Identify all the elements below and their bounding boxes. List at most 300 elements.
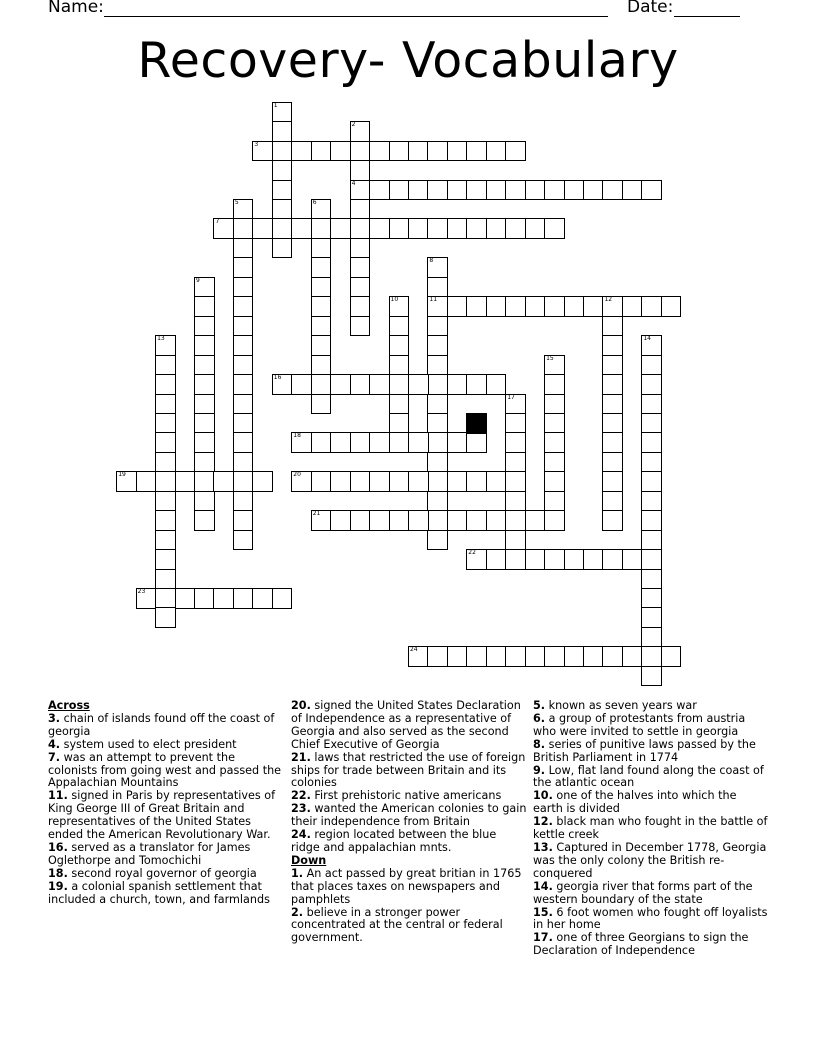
crossword-cell[interactable] <box>622 180 643 201</box>
crossword-cell[interactable] <box>155 510 176 531</box>
crossword-cell[interactable] <box>641 627 662 648</box>
crossword-cell[interactable] <box>155 394 176 415</box>
crossword-cell[interactable] <box>194 355 215 376</box>
crossword-cell[interactable] <box>213 588 234 609</box>
crossword-cell[interactable] <box>369 141 390 162</box>
crossword-cell[interactable] <box>641 588 662 609</box>
crossword-cell[interactable] <box>641 510 662 531</box>
crossword-cell[interactable] <box>194 374 215 395</box>
clue-down-14: 14. georgia river that forms part of the western boundary of the state <box>533 879 753 906</box>
crossword-cell[interactable] <box>525 296 546 317</box>
crossword-cell[interactable] <box>116 471 137 492</box>
clue-number: 22 <box>468 549 476 557</box>
crossword-cell[interactable] <box>427 316 448 337</box>
clue-down-5: 5. known as seven years war <box>533 700 697 712</box>
crossword-cell[interactable] <box>447 432 468 453</box>
crossword-cell[interactable] <box>350 316 371 337</box>
clue-number: 23 <box>137 588 146 595</box>
crossword-cell[interactable] <box>564 646 585 667</box>
crossword-cell[interactable] <box>466 141 487 162</box>
crossword-cell[interactable] <box>641 491 662 512</box>
crossword-cell[interactable] <box>155 607 176 628</box>
crossword-cell[interactable] <box>447 141 468 162</box>
crossword-cell[interactable] <box>330 471 351 492</box>
crossword-cell[interactable] <box>213 471 234 492</box>
crossword-cell[interactable] <box>427 277 448 298</box>
crossword-cell[interactable] <box>427 432 448 453</box>
crossword-cell[interactable] <box>389 316 410 337</box>
crossword-cell[interactable] <box>427 394 448 415</box>
crossword-cell[interactable] <box>389 374 410 395</box>
crossword-cell[interactable] <box>544 491 565 512</box>
crossword-cell[interactable] <box>233 471 254 492</box>
crossword-cell[interactable] <box>544 394 565 415</box>
crossword-cell[interactable] <box>641 355 662 376</box>
crossword-cell[interactable] <box>155 432 176 453</box>
crossword-cell[interactable] <box>505 491 526 512</box>
crossword-cell[interactable] <box>233 296 254 317</box>
crossword-cell[interactable] <box>427 180 448 201</box>
crossword-cell[interactable] <box>136 471 157 492</box>
crossword-cell[interactable] <box>233 491 254 512</box>
crossword-cell[interactable] <box>155 452 176 473</box>
crossword-cell[interactable] <box>427 471 448 492</box>
crossword-cell[interactable] <box>233 510 254 531</box>
crossword-cell[interactable] <box>155 471 176 492</box>
crossword-cell[interactable] <box>641 335 662 356</box>
crossword-cell[interactable] <box>427 374 448 395</box>
crossword-cell[interactable] <box>486 218 507 239</box>
crossword-cell[interactable] <box>311 199 332 220</box>
crossword-cell[interactable] <box>136 588 157 609</box>
crossword-cell[interactable] <box>427 452 448 473</box>
clue-number: 21 <box>312 510 321 518</box>
crossword-cell[interactable] <box>544 452 565 473</box>
crossword-cell[interactable] <box>466 432 487 453</box>
crossword-cell[interactable] <box>389 413 410 434</box>
crossword-cell[interactable] <box>544 510 565 531</box>
clue-down-12: 12. black man who fought in the battle of kettle creek <box>533 815 768 842</box>
crossword-cell[interactable] <box>602 491 623 512</box>
crossword-cell[interactable] <box>641 296 662 317</box>
crossword-cell[interactable] <box>641 646 662 667</box>
crossword-cell[interactable] <box>602 394 623 415</box>
crossword-cell[interactable] <box>408 141 429 162</box>
crossword-cell[interactable] <box>641 607 662 628</box>
crossword-cell[interactable] <box>369 471 390 492</box>
crossword-cell[interactable] <box>369 218 390 239</box>
crossword-cell[interactable] <box>233 257 254 278</box>
crossword-cell[interactable] <box>155 374 176 395</box>
black-square <box>466 413 487 434</box>
crossword-cell[interactable] <box>602 452 623 473</box>
crossword-cell[interactable] <box>641 452 662 473</box>
crossword-cell[interactable] <box>408 180 429 201</box>
crossword-cell[interactable] <box>466 374 487 395</box>
crossword-cell[interactable] <box>505 530 526 551</box>
crossword-cell[interactable] <box>505 510 526 531</box>
crossword-cell[interactable] <box>466 646 487 667</box>
crossword-cell[interactable] <box>408 471 429 492</box>
clues-column-2 <box>291 700 527 956</box>
crossword-cell[interactable] <box>622 296 643 317</box>
crossword-cell[interactable] <box>291 374 312 395</box>
crossword-cell[interactable] <box>350 121 371 142</box>
clue-across-3: 3. chain of islands found off the coast of georgia <box>48 711 275 738</box>
crossword-cell[interactable] <box>427 335 448 356</box>
crossword-cell[interactable] <box>466 218 487 239</box>
crossword-cell[interactable] <box>602 335 623 356</box>
crossword-cell[interactable] <box>661 296 682 317</box>
crossword-cell[interactable] <box>525 646 546 667</box>
clue-across-4: 4. system used to elect president <box>48 737 237 751</box>
crossword-cell[interactable] <box>194 394 215 415</box>
crossword-cell[interactable] <box>350 296 371 317</box>
crossword-cell[interactable] <box>155 569 176 590</box>
crossword-cell[interactable] <box>311 277 332 298</box>
crossword-cell[interactable] <box>505 646 526 667</box>
crossword-cell[interactable] <box>350 238 371 259</box>
crossword-cell[interactable] <box>466 471 487 492</box>
clue-number: 3 <box>254 140 259 148</box>
clue-number: 7 <box>215 218 220 226</box>
crossword-cell[interactable] <box>175 471 196 492</box>
crossword-cell[interactable] <box>602 374 623 395</box>
crossword-cell[interactable] <box>583 180 604 201</box>
crossword-cell[interactable] <box>427 257 448 278</box>
crossword-cell[interactable] <box>369 510 390 531</box>
crossword-cell[interactable] <box>291 141 312 162</box>
crossword-cell[interactable] <box>311 394 332 415</box>
crossword-cell[interactable] <box>427 510 448 531</box>
crossword-cell[interactable] <box>583 646 604 667</box>
clue-across-23: 23. wanted the American colonies to gain their independence from Britain <box>291 802 527 829</box>
crossword-cell[interactable] <box>389 471 410 492</box>
crossword-cell[interactable] <box>427 646 448 667</box>
crossword-cell[interactable] <box>447 296 468 317</box>
crossword-cell[interactable] <box>505 413 526 434</box>
crossword-cell[interactable] <box>408 510 429 531</box>
crossword-cell[interactable] <box>525 218 546 239</box>
crossword-cell[interactable] <box>544 646 565 667</box>
crossword-cell[interactable] <box>155 530 176 551</box>
crossword-cell[interactable] <box>389 432 410 453</box>
crossword-cell[interactable] <box>602 510 623 531</box>
crossword-cell[interactable] <box>369 432 390 453</box>
crossword-cell[interactable] <box>194 510 215 531</box>
crossword-cell[interactable] <box>194 491 215 512</box>
crossword-cell[interactable] <box>272 374 293 395</box>
crossword-cell[interactable] <box>544 549 565 570</box>
crossword-cell[interactable] <box>350 432 371 453</box>
crossword-cell[interactable] <box>233 335 254 356</box>
crossword-cell[interactable] <box>622 646 643 667</box>
crossword-cell[interactable] <box>350 374 371 395</box>
crossword-cell[interactable] <box>486 141 507 162</box>
crossword-cell[interactable] <box>330 510 351 531</box>
clue-down-17: 17. one of three Georgians to sign the Declaration of Independence <box>533 931 749 956</box>
crossword-cell[interactable] <box>233 238 254 259</box>
crossword-cell[interactable] <box>602 646 623 667</box>
crossword-cell[interactable] <box>505 471 526 492</box>
crossword-cell[interactable] <box>641 471 662 492</box>
crossword-cell[interactable] <box>272 102 293 123</box>
crossword-cell[interactable] <box>427 218 448 239</box>
crossword-cell[interactable] <box>602 180 623 201</box>
crossword-cell[interactable] <box>466 510 487 531</box>
crossword-cell[interactable] <box>252 218 273 239</box>
crossword-cell[interactable] <box>194 296 215 317</box>
crossword-cell[interactable] <box>155 549 176 570</box>
clue-number: 17 <box>507 393 515 401</box>
crossword-cell[interactable] <box>505 432 526 453</box>
crossword-cell[interactable] <box>602 355 623 376</box>
crossword-cell[interactable] <box>544 374 565 395</box>
crossword-cell[interactable] <box>486 549 507 570</box>
crossword-cell[interactable] <box>350 510 371 531</box>
crossword-cell[interactable] <box>311 218 332 239</box>
crossword-cell[interactable] <box>505 141 526 162</box>
crossword-cell[interactable] <box>447 471 468 492</box>
crossword-cell[interactable] <box>505 452 526 473</box>
crossword-cell[interactable] <box>641 432 662 453</box>
crossword-cell[interactable] <box>544 180 565 201</box>
crossword-cell[interactable] <box>233 199 254 220</box>
crossword-cell[interactable] <box>233 218 254 239</box>
crossword-cell[interactable] <box>272 141 293 162</box>
crossword-cell[interactable] <box>330 218 351 239</box>
crossword-cell[interactable] <box>641 394 662 415</box>
crossword-cell[interactable] <box>525 180 546 201</box>
crossword-cell[interactable] <box>233 355 254 376</box>
crossword-cell[interactable] <box>389 355 410 376</box>
crossword-cell[interactable] <box>525 549 546 570</box>
crossword-cell[interactable] <box>311 335 332 356</box>
crossword-cell[interactable] <box>272 238 293 259</box>
crossword-cell[interactable] <box>544 432 565 453</box>
crossword-cell[interactable] <box>213 218 234 239</box>
crossword-cell[interactable] <box>544 296 565 317</box>
crossword-cell[interactable] <box>544 413 565 434</box>
crossword-cell[interactable] <box>311 257 332 278</box>
crossword-cell[interactable] <box>155 335 176 356</box>
crossword-cell[interactable] <box>291 471 312 492</box>
crossword-cell[interactable] <box>602 549 623 570</box>
crossword-cell[interactable] <box>330 374 351 395</box>
crossword-cell[interactable] <box>544 355 565 376</box>
crossword-cell[interactable] <box>233 432 254 453</box>
crossword-cell[interactable] <box>233 277 254 298</box>
crossword-cell[interactable] <box>311 432 332 453</box>
crossword-cell[interactable] <box>602 432 623 453</box>
clue-number: 16 <box>273 374 282 382</box>
crossword-cell[interactable] <box>311 471 332 492</box>
crossword-cell[interactable] <box>564 180 585 201</box>
crossword-cell[interactable] <box>155 588 176 609</box>
crossword-cell[interactable] <box>311 316 332 337</box>
crossword-cell[interactable] <box>408 218 429 239</box>
crossword-cell[interactable] <box>369 180 390 201</box>
crossword-cell[interactable] <box>272 218 293 239</box>
crossword-cell[interactable] <box>272 588 293 609</box>
crossword-cell[interactable] <box>602 471 623 492</box>
crossword-cell[interactable] <box>389 218 410 239</box>
clue-number: 19 <box>118 471 126 479</box>
crossword-cell[interactable] <box>389 141 410 162</box>
crossword-cell[interactable] <box>408 646 429 667</box>
crossword-cell[interactable] <box>641 666 662 687</box>
crossword-cell[interactable] <box>583 549 604 570</box>
clue-down-8: 8. series of punitive laws passed by the British Parliament in 1774 <box>533 737 756 764</box>
crossword-cell[interactable] <box>233 588 254 609</box>
crossword-cell[interactable] <box>350 471 371 492</box>
clue-across-11: 11. signed in Paris by representatives of King George III of Great Britain and representatives of the United States ended the American Revolutionary War. <box>48 789 276 842</box>
crossword-cell[interactable] <box>622 549 643 570</box>
crossword-cell[interactable] <box>389 180 410 201</box>
crossword-cell[interactable] <box>233 374 254 395</box>
crossword-cell[interactable] <box>350 141 371 162</box>
crossword-cell[interactable] <box>505 296 526 317</box>
crossword-cell[interactable] <box>466 549 487 570</box>
crossword-cell[interactable] <box>408 432 429 453</box>
crossword-cell[interactable] <box>583 296 604 317</box>
crossword-cell[interactable] <box>311 374 332 395</box>
crossword-cell[interactable] <box>350 257 371 278</box>
crossword-cell[interactable] <box>447 374 468 395</box>
crossword-cell[interactable] <box>641 549 662 570</box>
crossword-cell[interactable] <box>486 296 507 317</box>
crossword-cell[interactable] <box>486 471 507 492</box>
crossword-cell[interactable] <box>350 160 371 181</box>
crossword-cell[interactable] <box>486 374 507 395</box>
crossword-cell[interactable] <box>233 530 254 551</box>
crossword-cell[interactable] <box>252 588 273 609</box>
clue-down-1: 1. An act passed by great britian in 1765 that places taxes on newspapers and pamphlets <box>291 866 522 906</box>
clue-number: 1 <box>273 101 278 109</box>
clue-down-15: 15. 6 foot women who fought off loyalists in her home <box>533 905 768 932</box>
crossword-cell[interactable] <box>447 180 468 201</box>
clue-across-24: 24. region located between the blue ridge and appalachian mnts. <box>291 828 497 854</box>
crossword-cell[interactable] <box>311 355 332 376</box>
crossword-cell[interactable] <box>641 569 662 590</box>
crossword-cell[interactable] <box>505 549 526 570</box>
crossword-cell[interactable] <box>233 394 254 415</box>
crossword-cell[interactable] <box>272 121 293 142</box>
crossword-cell[interactable] <box>155 491 176 512</box>
crossword-cell[interactable] <box>602 296 623 317</box>
crossword-cell[interactable] <box>194 316 215 337</box>
crossword-cell[interactable] <box>311 296 332 317</box>
crossword-cell[interactable] <box>447 646 468 667</box>
crossword-cell[interactable] <box>602 316 623 337</box>
crossword-cell[interactable] <box>194 588 215 609</box>
crossword-cell[interactable] <box>330 432 351 453</box>
crossword-cell[interactable] <box>661 646 682 667</box>
crossword-cell[interactable] <box>272 199 293 220</box>
crossword-cell[interactable] <box>408 374 429 395</box>
crossword-cell[interactable] <box>194 277 215 298</box>
crossword-cell[interactable] <box>641 180 662 201</box>
clues-column-1 <box>48 700 284 907</box>
crossword-cell[interactable] <box>427 141 448 162</box>
crossword-cell[interactable] <box>486 646 507 667</box>
crossword-cell[interactable] <box>564 549 585 570</box>
clues-column-3 <box>533 700 769 956</box>
crossword-cell[interactable] <box>486 180 507 201</box>
crossword-cell[interactable] <box>194 471 215 492</box>
crossword-cell[interactable] <box>252 141 273 162</box>
crossword-cell[interactable] <box>447 510 468 531</box>
across-heading: Across <box>48 699 90 712</box>
crossword-cell[interactable] <box>311 510 332 531</box>
crossword-cell[interactable] <box>466 296 487 317</box>
crossword-cell[interactable] <box>272 180 293 201</box>
crossword-cell[interactable] <box>194 413 215 434</box>
crossword-cell[interactable] <box>427 530 448 551</box>
crossword-cell[interactable] <box>389 296 410 317</box>
crossword-cell[interactable] <box>194 452 215 473</box>
clue-across-22: 22. First prehistoric native americans <box>291 789 502 803</box>
crossword-cell[interactable] <box>447 218 468 239</box>
crossword-cell[interactable] <box>233 316 254 337</box>
crossword-cell[interactable] <box>291 218 312 239</box>
crossword-cell[interactable] <box>175 588 196 609</box>
crossword-cell[interactable] <box>350 180 371 201</box>
clue-number: 2 <box>351 121 356 129</box>
crossword-cell[interactable] <box>525 510 546 531</box>
crossword-cell[interactable] <box>194 432 215 453</box>
crossword-cell[interactable] <box>389 394 410 415</box>
crossword-cell[interactable] <box>641 530 662 551</box>
crossword-cell[interactable] <box>233 413 254 434</box>
crossword-cell[interactable] <box>155 413 176 434</box>
crossword-cell[interactable] <box>311 238 332 259</box>
crossword-cell[interactable] <box>602 413 623 434</box>
crossword-cell[interactable] <box>466 180 487 201</box>
page-title: Recovery- Vocabulary <box>137 32 679 89</box>
crossword-cell[interactable] <box>505 218 526 239</box>
crossword-cell[interactable] <box>544 471 565 492</box>
crossword-cell[interactable] <box>427 296 448 317</box>
crossword-cell[interactable] <box>641 374 662 395</box>
crossword-cell[interactable] <box>291 432 312 453</box>
crossword-cell[interactable] <box>311 141 332 162</box>
crossword-cell[interactable] <box>350 199 371 220</box>
clue-down-6: 6. a group of protestants from austria who were invited to settle in georgia <box>533 711 746 738</box>
crossword-cell[interactable] <box>233 452 254 473</box>
crossword-cell[interactable] <box>544 218 565 239</box>
crossword-cell[interactable] <box>427 413 448 434</box>
crossword-cell[interactable] <box>330 141 351 162</box>
clue-down-2: 2. believe in a stronger power concentrated at the central or federal government. <box>291 905 503 945</box>
crossword-cell[interactable] <box>641 413 662 434</box>
crossword-cell[interactable] <box>350 277 371 298</box>
crossword-cell[interactable] <box>369 374 390 395</box>
crossword-cell[interactable] <box>389 335 410 356</box>
crossword-cell[interactable] <box>427 355 448 376</box>
crossword-cell[interactable] <box>389 510 410 531</box>
crossword-cell[interactable] <box>427 491 448 512</box>
crossword-cell[interactable] <box>194 335 215 356</box>
crossword-cell[interactable] <box>505 180 526 201</box>
crossword-cell[interactable] <box>486 510 507 531</box>
crossword-cell[interactable] <box>272 160 293 181</box>
crossword-cell[interactable] <box>350 218 371 239</box>
crossword-cell[interactable] <box>564 296 585 317</box>
crossword-cell[interactable] <box>155 355 176 376</box>
crossword-cell[interactable] <box>252 471 273 492</box>
crossword-cell[interactable] <box>505 394 526 415</box>
